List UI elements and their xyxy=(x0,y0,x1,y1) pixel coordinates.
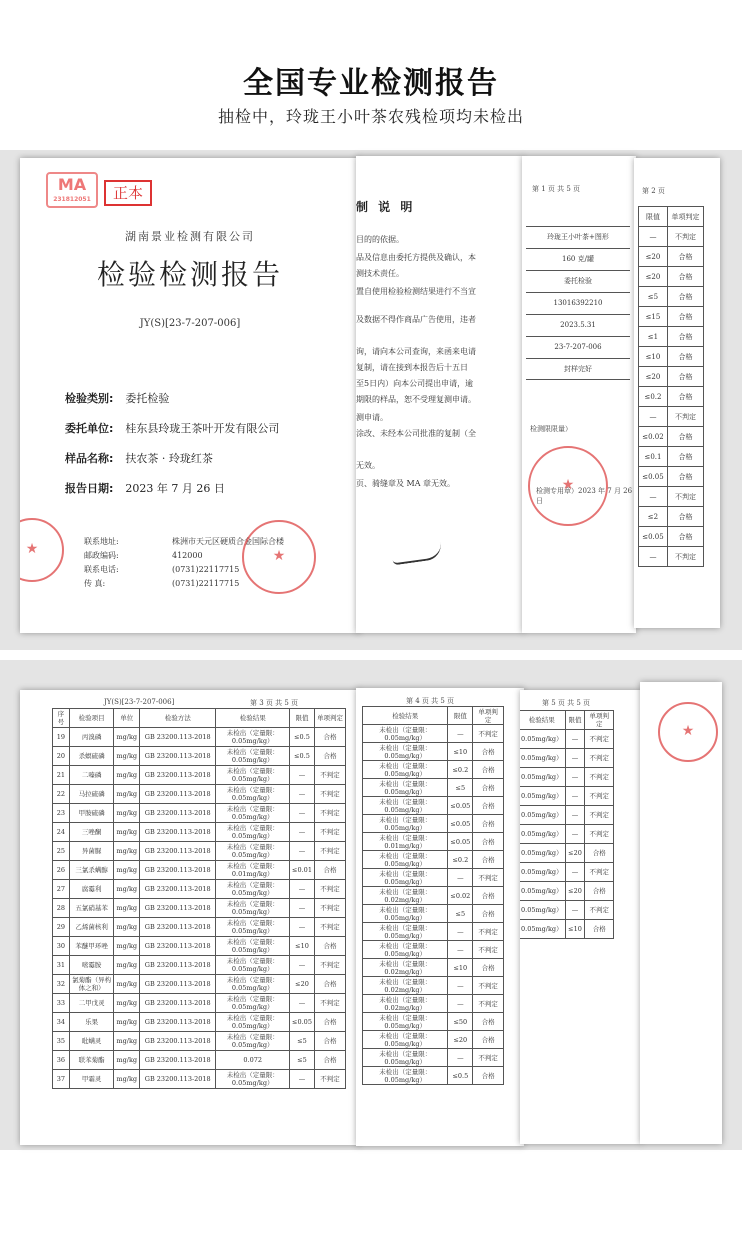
table-header-row: 检验结果 限值 单项判定 xyxy=(520,711,614,730)
table-row: — 不判定 xyxy=(639,227,704,247)
table-row: 未检出（定量限：0.05mg/kg） — 不判定 xyxy=(363,923,504,941)
results-table-page-5 xyxy=(520,710,614,939)
table-row: ≤10 合格 xyxy=(639,347,704,367)
header-cell: 限值 xyxy=(639,207,668,227)
results-strip-table xyxy=(638,206,704,567)
table-row: ≤1 合格 xyxy=(639,327,704,347)
red-seal-cover xyxy=(242,520,316,594)
table-row: ≤2 合格 xyxy=(639,507,704,527)
instruction-line: 期限的样品，恕不受理复测申请。 xyxy=(356,395,476,404)
instruction-line: 测申请。 xyxy=(356,413,388,422)
table-row: 0.05mg/kg） — 不判定 xyxy=(520,806,614,825)
table-row: 未检出（定量限：0.05mg/kg） ≤0.05 合格 xyxy=(363,797,504,815)
handwritten-signature xyxy=(391,543,443,566)
table-row: 未检出（定量限：0.05mg/kg） — 不判定 xyxy=(363,941,504,959)
results-page-3 xyxy=(20,690,360,1145)
instruction-line: 无效。 xyxy=(356,461,380,470)
table-row: 23 甲胺硫磷 mg/kg GB 23200.113-2018 未检出（定量限：0.05mg/kg） — 不判定 xyxy=(53,804,346,823)
table-row: ≤0.02 合格 xyxy=(639,427,704,447)
table-row: ≤20 合格 xyxy=(639,267,704,287)
table-row: 30 苯醚甲环唑 mg/kg GB 23200.113-2018 未检出（定量限：0.05mg/kg） ≤10 合格 xyxy=(53,937,346,956)
instruction-line: 复制，请在接到本报告后十五日 xyxy=(356,363,468,372)
results-strip-page xyxy=(634,158,720,628)
instruction-line: 询，请向本公司查询，来函来电请 xyxy=(356,347,476,356)
field-inspection-type: 检验类别: 委托检验 xyxy=(65,392,170,405)
table-row: 34 乐果 mg/kg GB 23200.113-2018 未检出（定量限：0.05mg/kg） ≤0.05 合格 xyxy=(53,1013,346,1032)
results-table-page-3 xyxy=(52,708,346,1089)
table-row: 20 杀螟硫磷 mg/kg GB 23200.113-2018 未检出（定量限：0.05mg/kg） ≤0.5 合格 xyxy=(53,747,346,766)
instruction-line: 页、骑缝章及 MA 章无效。 xyxy=(356,479,456,488)
table-row: 未检出（定量限：0.05mg/kg） ≤0.05 合格 xyxy=(363,815,504,833)
table-row: 25 异菌脲 mg/kg GB 23200.113-2018 未检出（定量限：0.05mg/kg） — 不判定 xyxy=(53,842,346,861)
table-row: 未检出（定量限：0.05mg/kg） ≤10 合格 xyxy=(363,743,504,761)
instruction-line: 及数据不得作商品广告使用，违者 xyxy=(356,315,476,324)
table-row: 未检出（定量限：0.05mg/kg） ≤5 合格 xyxy=(363,779,504,797)
table-row: 26 三氯杀螨醇 mg/kg GB 23200.113-2018 未检出（定量限：0.01mg/kg） ≤0.01 合格 xyxy=(53,861,346,880)
table-row: 未检出（定量限：0.05mg/kg） — 不判定 xyxy=(363,1049,504,1067)
table-row: 0.05mg/kg） — 不判定 xyxy=(520,730,614,749)
page-number: 第 2 页 xyxy=(642,187,665,195)
page-title: 全国专业检测报告 xyxy=(243,66,499,101)
info-date: 检测专用章）2023 年 7 月 26 日 xyxy=(536,487,633,505)
instruction-line: 涂改、未经本公司批准的复制（全 xyxy=(356,429,476,438)
table-row: 未检出（定量限：0.01mg/kg） ≤0.05 合格 xyxy=(363,833,504,851)
report-title: 检验检测报告 xyxy=(96,258,283,291)
table-row: ≤15 合格 xyxy=(639,307,704,327)
table-row: — 不判定 xyxy=(639,407,704,427)
table-row: 37 甲霜灵 mg/kg GB 23200.113-2018 未检出（定量限：0.05mg/kg） — 不判定 xyxy=(53,1070,346,1089)
table-row: ≤20 合格 xyxy=(639,367,704,387)
info-row: 玲珑王小叶茶+图形 xyxy=(526,226,630,248)
page-number: 第 3 页 共 5 页 xyxy=(250,699,299,707)
table-row: — 不判定 xyxy=(639,487,704,507)
table-row: 未检出（定量限：0.02mg/kg） ≤10 合格 xyxy=(363,959,504,977)
table-row: 31 嘧霉胺 mg/kg GB 23200.113-2018 未检出（定量限：0.05mg/kg） — 不判定 xyxy=(53,956,346,975)
table-row: 0.05mg/kg） ≤20 合格 xyxy=(520,882,614,901)
ma-certification-logo: MA 231812051 xyxy=(46,172,98,208)
table-row: 19 丙溴磷 mg/kg GB 23200.113-2018 未检出（定量限：0.05mg/kg） ≤0.5 合格 xyxy=(53,728,346,747)
table-row: 未检出（定量限：0.02mg/kg） — 不判定 xyxy=(363,995,504,1013)
header-cell: 单项判定 xyxy=(667,207,703,227)
table-row: ≤0.05 合格 xyxy=(639,527,704,547)
table-row: ≤0.1 合格 xyxy=(639,447,704,467)
testing-company-name: 湖南景业检测有限公司 xyxy=(125,230,255,243)
table-row: ≤5 合格 xyxy=(639,287,704,307)
table-row: 0.05mg/kg） — 不判定 xyxy=(520,825,614,844)
table-row: 29 乙烯菌核利 mg/kg GB 23200.113-2018 未检出（定量限：0.05mg/kg） — 不判定 xyxy=(53,918,346,937)
page-number: 第 1 页 共 5 页 xyxy=(532,185,581,193)
page-subtitle: 抽检中，玲珑王小叶茶农残检项均未检出 xyxy=(217,107,524,126)
table-row: 未检出（定量限：0.02mg/kg） ≤0.02 合格 xyxy=(363,887,504,905)
report-cover-panel xyxy=(0,150,742,650)
instructions-page xyxy=(356,156,524,633)
instruction-line: 测技术责任。 xyxy=(356,269,404,278)
instruction-line: 至5日内）向本公司提出申请，逾 xyxy=(356,379,474,388)
table-row: ≤0.2 合格 xyxy=(639,387,704,407)
contact-fax: 传 真: (0731)22117715 xyxy=(84,579,240,588)
table-row: 0.05mg/kg） — 不判定 xyxy=(520,863,614,882)
table-row: 未检出（定量限：0.02mg/kg） — 不判定 xyxy=(363,977,504,995)
info-row: 委托检验 xyxy=(526,270,630,292)
report-number-header: JY(S)[23-7-207-006] xyxy=(104,698,175,706)
table-row: ≤20 合格 xyxy=(639,247,704,267)
table-row: — 不判定 xyxy=(639,547,704,567)
red-seal-left xyxy=(20,518,64,582)
info-row: 2023.5.31 xyxy=(526,314,630,336)
results-page-5 xyxy=(520,690,642,1144)
table-row: 未检出（定量限：0.05mg/kg） ≤5 合格 xyxy=(363,905,504,923)
instruction-line: 品及信息由委托方提供及确认，本 xyxy=(356,253,476,262)
page-number: 第 5 页 共 5 页 xyxy=(542,699,591,707)
table-row: 未检出（定量限：0.05mg/kg） ≤0.5 合格 xyxy=(363,1067,504,1085)
red-seal-info xyxy=(528,446,608,526)
info-note: 检测限限量） xyxy=(530,425,572,433)
info-row: 13016392210 xyxy=(526,292,630,314)
info-row: 160 克/罐 xyxy=(526,248,630,270)
table-row: 未检出（定量限：0.05mg/kg） — 不判定 xyxy=(363,869,504,887)
original-copy-stamp: 正本 xyxy=(104,180,152,206)
instruction-line: 置自使用检验检测结果进行不当宣 xyxy=(356,287,476,296)
table-row: 36 联苯菊酯 mg/kg GB 23200.113-2018 0.072 ≤5 合格 xyxy=(53,1051,346,1070)
field-report-date: 报告日期: 2023 年 7 月 26 日 xyxy=(65,482,225,495)
instruction-line: 目的的依据。 xyxy=(356,235,404,244)
table-header-row: 序号 检验项目 单位 检验方法 检验结果 限值 单项判定 xyxy=(53,709,346,728)
table-row: 未检出（定量限：0.05mg/kg） ≤50 合格 xyxy=(363,1013,504,1031)
contact-address: 联系地址: 株洲市天元区硬质合金国际合楼 xyxy=(84,537,284,546)
table-row: 0.05mg/kg） — 不判定 xyxy=(520,901,614,920)
table-row: 未检出（定量限：0.05mg/kg） ≤0.2 合格 xyxy=(363,851,504,869)
table-row: 0.05mg/kg） — 不判定 xyxy=(520,787,614,806)
table-row: 35 吡螨灵 mg/kg GB 23200.113-2018 未检出（定量限：0.05mg/kg） ≤5 合格 xyxy=(53,1032,346,1051)
table-row: 未检出（定量限：0.05mg/kg） ≤20 合格 xyxy=(363,1031,504,1049)
contact-phone: 联系电话: (0731)22117715 xyxy=(84,565,240,574)
results-page-6-edge xyxy=(640,682,722,1144)
results-table-page-4 xyxy=(362,706,504,1085)
table-row: 0.05mg/kg） ≤10 合格 xyxy=(520,920,614,939)
table-row: 未检出（定量限：0.05mg/kg） ≤0.2 合格 xyxy=(363,761,504,779)
table-row: 32 氯菊酯（异构体之和） mg/kg GB 23200.113-2018 未检出（定量限：0.05mg/kg） ≤20 合格 xyxy=(53,975,346,994)
table-row: 27 腐霉利 mg/kg GB 23200.113-2018 未检出（定量限：0.05mg/kg） — 不判定 xyxy=(53,880,346,899)
table-row: 0.05mg/kg） ≤20 合格 xyxy=(520,844,614,863)
page-number: 第 4 页 共 5 页 xyxy=(406,697,455,705)
table-header-row xyxy=(639,207,704,227)
field-client: 委托单位: 桂东县玲珑王茶叶开发有限公司 xyxy=(65,422,280,435)
results-tables-panel xyxy=(0,660,742,1150)
table-row: 28 五氯硝基苯 mg/kg GB 23200.113-2018 未检出（定量限：0.05mg/kg） — 不判定 xyxy=(53,899,346,918)
results-page-4 xyxy=(356,688,524,1146)
instructions-title: 制 说 明 xyxy=(356,200,416,214)
info-row: 23-7-207-006 xyxy=(526,336,630,358)
table-row: 33 二甲戊灵 mg/kg GB 23200.113-2018 未检出（定量限：0.05mg/kg） — 不判定 xyxy=(53,994,346,1013)
table-row: 21 二嗪磷 mg/kg GB 23200.113-2018 未检出（定量限：0.05mg/kg） — 不判定 xyxy=(53,766,346,785)
table-row: 0.05mg/kg） — 不判定 xyxy=(520,768,614,787)
table-row: 未检出（定量限：0.05mg/kg） — 不判定 xyxy=(363,725,504,743)
report-number: JY(S)[23-7-207-006] xyxy=(139,318,241,329)
field-sample-name: 样品名称: 扶农茶 · 玲珑红茶 xyxy=(65,452,213,465)
table-row: 24 三唑酮 mg/kg GB 23200.113-2018 未检出（定量限：0.05mg/kg） — 不判定 xyxy=(53,823,346,842)
report-cover-page xyxy=(20,158,360,633)
table-header-row: 检验结果 限值 单项判定 xyxy=(363,707,504,725)
info-row: 封样完好 xyxy=(526,358,630,380)
table-row: 0.05mg/kg） — 不判定 xyxy=(520,749,614,768)
sample-info-page xyxy=(522,156,636,633)
table-row: 22 马拉硫磷 mg/kg GB 23200.113-2018 未检出（定量限：0.05mg/kg） — 不判定 xyxy=(53,785,346,804)
red-seal-last-page xyxy=(658,702,718,762)
table-row: ≤0.05 合格 xyxy=(639,467,704,487)
contact-postcode: 邮政编码: 412000 xyxy=(84,551,203,560)
